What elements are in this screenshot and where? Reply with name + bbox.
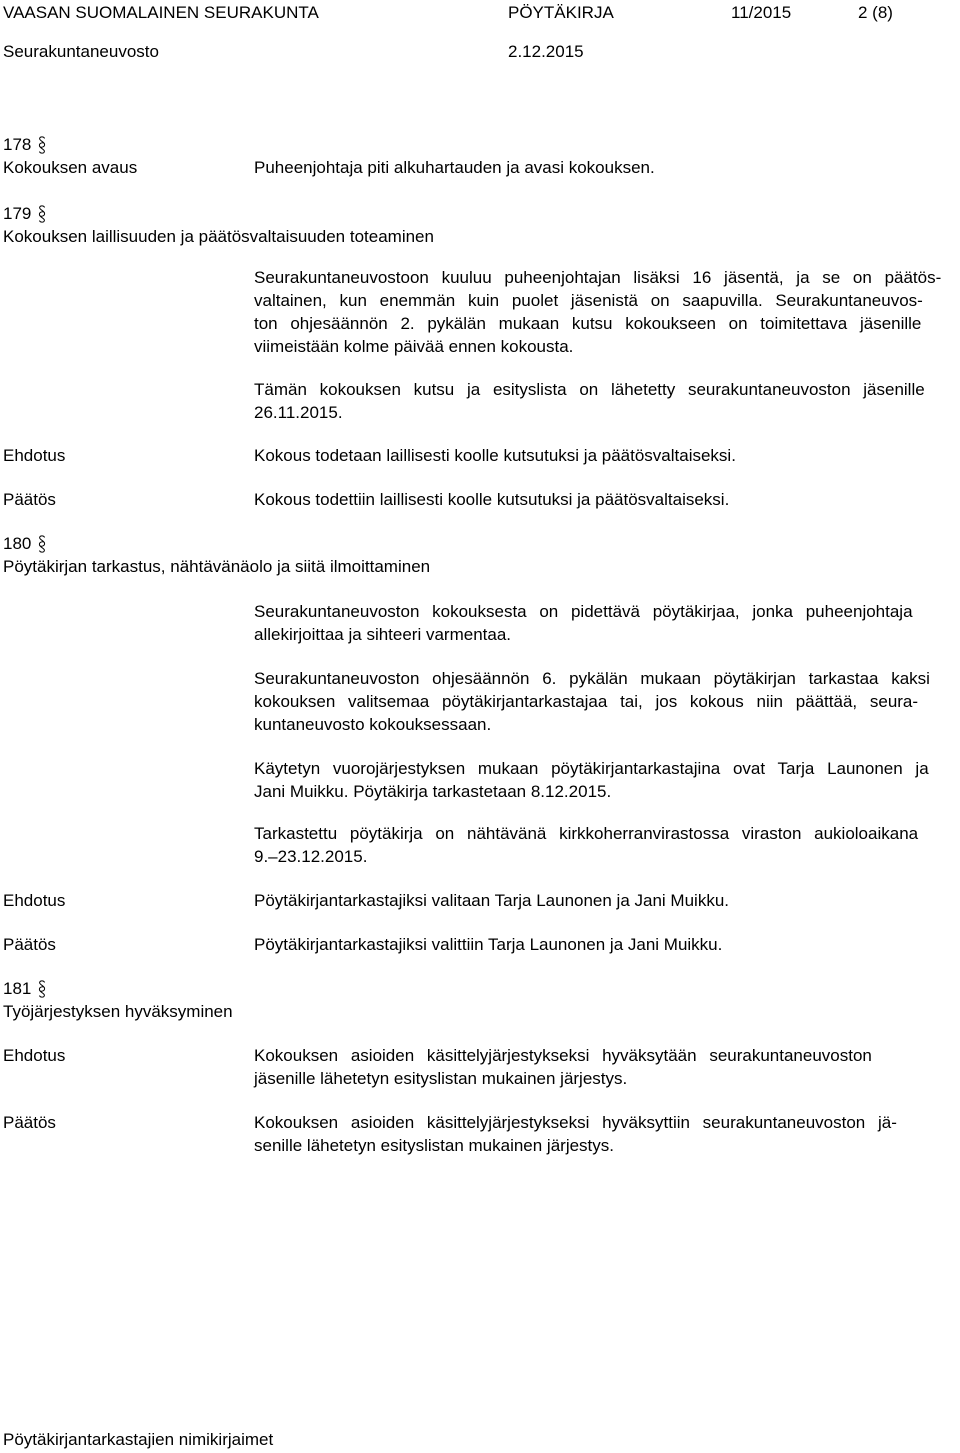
governing-body: Seurakuntaneuvosto: [3, 42, 159, 61]
section-180-paragraph-2-line-3: kuntaneuvosto kokouksessaan.: [254, 715, 492, 734]
section-181-proposal-line-1: Kokouksen asioiden käsittelyjärjestykseksi hyväksytään seurakuntaneuvoston: [254, 1046, 872, 1065]
section-179-paragraph-1-line-4: viimeistään kolme päivää ennen kokousta.: [254, 337, 574, 356]
decision-label: Päätös: [3, 1113, 56, 1132]
section-number: 179: [3, 204, 32, 223]
section-180-paragraph-2-line-2: kokouksen valitsemaa pöytäkirjantarkastajaa tai, jos kokous niin päättää, seura-: [254, 692, 919, 711]
section-number: 180: [3, 534, 32, 553]
section-179-paragraph-1-line-2: valtainen, kun enemmän kuin puolet jäsenistä on saapuvilla. Seurakuntaneuvos-: [254, 291, 923, 310]
section-181-proposal-line-2: jäsenille lähetetyn esityslistan mukainen järjestys.: [254, 1069, 628, 1088]
section-181-decision-line-2: senille lähetetyn esityslistan mukainen järjestys.: [254, 1136, 615, 1155]
section-sign-icon: [37, 533, 47, 553]
section-178-text: Puheenjohtaja piti alkuhartauden ja avasi kokouksen.: [254, 158, 655, 177]
signatures-label: Pöytäkirjantarkastajien nimikirjaimet: [3, 1430, 274, 1449]
section-181-decision-line-1: Kokouksen asioiden käsittelyjärjestykseksi hyväksyttiin seurakuntaneuvoston jä-: [254, 1113, 897, 1132]
proposal-label: Ehdotus: [3, 891, 66, 910]
section-180-paragraph-3-line-2: Jani Muikku. Pöytäkirja tarkastetaan 8.12.2015.: [254, 782, 612, 801]
section-179-paragraph-2-line-1: Tämän kokouksen kutsu ja esityslista on lähetetty seurakuntaneuvoston jäsenille: [254, 380, 925, 399]
section-180-paragraph-1-line-2: allekirjoittaa ja sihteeri varmentaa.: [254, 625, 512, 644]
section-179-heading: [3, 203, 47, 225]
section-179-title: Kokouksen laillisuuden ja päätösvaltaisuuden toteaminen: [3, 227, 434, 246]
section-sign-icon: [37, 134, 47, 154]
section-sign-icon: [37, 203, 47, 223]
section-178-heading: [3, 134, 47, 156]
meeting-date: 2.12.2015: [508, 42, 584, 61]
section-number: 178: [3, 135, 32, 154]
decision-label: Päätös: [3, 490, 56, 509]
section-179-paragraph-2-line-2: 26.11.2015.: [254, 403, 343, 422]
section-180-paragraph-4-line-1: Tarkastettu pöytäkirja on nähtävänä kirkkoherranvirastossa viraston aukioloaikana: [254, 824, 919, 843]
page-number: 2 (8): [858, 3, 893, 22]
section-180-paragraph-3-line-1: Käytetyn vuorojärjestyksen mukaan pöytäkirjantarkastajina ovat Tarja Launonen ja: [254, 759, 929, 778]
organization-name: VAASAN SUOMALAINEN SEURAKUNTA: [3, 3, 319, 22]
section-179-paragraph-1-line-1: Seurakuntaneuvostoon kuuluu puheenjohtajan lisäksi 16 jäsentä, ja se on päätös-: [254, 268, 942, 287]
section-180-title: Pöytäkirjan tarkastus, nähtävänäolo ja siitä ilmoittaminen: [3, 557, 431, 576]
decision-label: Päätös: [3, 935, 56, 954]
section-180-paragraph-1-line-1: Seurakuntaneuvoston kokouksesta on pidettävä pöytäkirjaa, jonka puheenjohtaja: [254, 602, 913, 621]
section-179-proposal: Kokous todetaan laillisesti koolle kutsutuksi ja päätösvaltaiseksi.: [254, 446, 736, 465]
document-number: 11/2015: [731, 3, 792, 22]
section-181-heading: [3, 978, 47, 1000]
section-180-paragraph-4-line-2: 9.–23.12.2015.: [254, 847, 368, 866]
section-178-title: Kokouksen avaus: [3, 158, 138, 177]
section-180-paragraph-2-line-1: Seurakuntaneuvoston ohjesäännön 6. pykälän mukaan pöytäkirjan tarkastaa kaksi: [254, 669, 930, 688]
section-180-decision: Pöytäkirjantarkastajiksi valittiin Tarja Launonen ja Jani Muikku.: [254, 935, 723, 954]
section-181-title: Työjärjestyksen hyväksyminen: [3, 1002, 233, 1021]
section-sign-icon: [37, 978, 47, 998]
section-180-heading: [3, 533, 47, 555]
document-type: PÖYTÄKIRJA: [508, 3, 614, 22]
section-179-decision: Kokous todettiin laillisesti koolle kutsutuksi ja päätösvaltaiseksi.: [254, 490, 730, 509]
proposal-label: Ehdotus: [3, 446, 66, 465]
section-number: 181: [3, 979, 32, 998]
section-180-proposal: Pöytäkirjantarkastajiksi valitaan Tarja Launonen ja Jani Muikku.: [254, 891, 729, 910]
section-179-paragraph-1-line-3: ton ohjesäännön 2. pykälän mukaan kutsu kokoukseen on toimitettava jäsenille: [254, 314, 922, 333]
proposal-label: Ehdotus: [3, 1046, 66, 1065]
